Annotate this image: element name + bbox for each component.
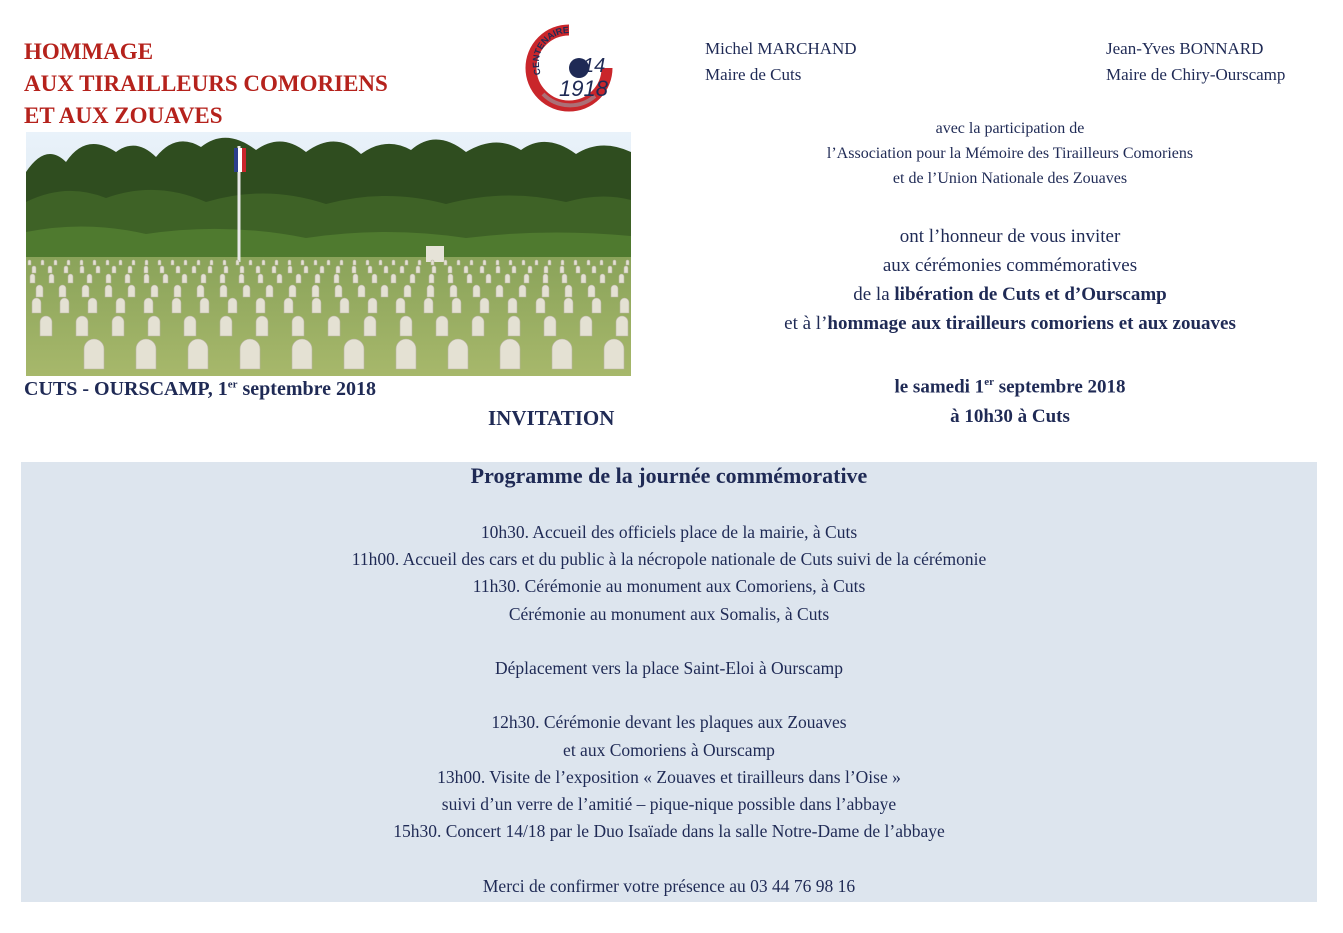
date-post: septembre 2018 — [993, 376, 1126, 398]
program-line: Merci de confirmer votre présence au 03 44 76 98 16 — [482, 875, 856, 896]
mayor-cuts — [705, 36, 857, 88]
caption-sup: er — [227, 378, 238, 391]
invite-line-3-bold: libération de Cuts et d’Ourscamp — [894, 284, 1167, 305]
invite-line-4 — [700, 309, 1320, 338]
program-list — [21, 519, 1317, 900]
program-line: 11h00. Accueil des cars et du public à la nécropole nationale de Cuts suivi de la cérémonie — [351, 549, 987, 570]
participation-block — [700, 116, 1320, 191]
logo-years-bottom: 1918 — [559, 76, 608, 101]
program-line: 12h30. Cérémonie devant les plaques aux Zouaves — [491, 712, 847, 733]
program-spacer — [21, 682, 1317, 709]
invite-block — [700, 222, 1320, 338]
logo-arc-text: CENTENAIRE — [530, 24, 570, 77]
program-line: 11h30. Cérémonie au monument aux Comoriens, à Cuts — [472, 576, 866, 597]
mayor-role: Maire de Cuts — [705, 65, 802, 84]
invite-line-1: ont l’honneur de vous inviter — [899, 226, 1121, 247]
caption-place-date — [24, 378, 376, 401]
mayor-role: Maire de Chiry-Ourscamp — [1106, 65, 1286, 84]
date-line-2: à 10h30 à Cuts — [950, 406, 1070, 428]
program-line: 15h30. Concert 14/18 par le Duo Isaïade dans la salle Notre-Dame de l’abbaye — [393, 821, 945, 842]
logo-years-top: 14 — [583, 55, 606, 77]
centenary-logo — [523, 22, 615, 114]
cemetery-photo — [26, 132, 631, 376]
date-pre: le samedi 1 — [894, 376, 985, 398]
participation-line: avec la participation de — [935, 120, 1085, 137]
program-box — [21, 462, 1317, 902]
title-line-2: AUX TIRAILLEURS COMORIENS — [24, 71, 388, 96]
participation-line: l’Association pour la Mémoire des Tirailleurs Comoriens — [826, 145, 1194, 162]
centenary-logo-icon — [523, 22, 615, 114]
title-line-1: HOMMAGE — [24, 39, 154, 64]
program-line: 10h30. Accueil des officiels place de la mairie, à Cuts — [480, 522, 858, 542]
invite-line-3 — [700, 280, 1320, 309]
title-line-3: ET AUX ZOUAVES — [24, 103, 223, 128]
event-date — [700, 367, 1320, 432]
invite-line-4-bold: hommage aux tirailleurs comoriens et aux zouaves — [827, 313, 1236, 334]
program-title: Programme de la journée commémorative — [470, 463, 868, 488]
mayor-name: Michel MARCHAND — [705, 39, 857, 58]
cemetery-photo-image — [26, 132, 631, 376]
program-spacer — [21, 845, 1317, 872]
mayor-chiry-ourscamp — [1106, 36, 1285, 88]
invite-line-2: aux cérémonies commémoratives — [882, 255, 1138, 276]
program-line: et aux Comoriens à Ourscamp — [563, 739, 775, 760]
program-line: suivi d’un verre de l’amitié – pique-nique possible dans l’abbaye — [441, 794, 897, 814]
program-spacer — [21, 628, 1317, 655]
invitation-label: INVITATION — [488, 406, 615, 430]
program-line: 13h00. Visite de l’exposition « Zouaves et tirailleurs dans l’Oise » — [437, 766, 901, 787]
caption-place: CUTS - OURSCAMP, 1 — [24, 378, 228, 400]
caption-date: septembre 2018 — [237, 378, 376, 400]
mayor-name: Jean-Yves BONNARD — [1106, 39, 1264, 58]
invite-line-4-pre: et à l’ — [784, 313, 828, 334]
participation-line: et de l’Union Nationale des Zouaves — [892, 170, 1128, 187]
date-sup: er — [984, 376, 994, 388]
program-line: Déplacement vers la place Saint-Eloi à Ourscamp — [495, 658, 843, 678]
event-title — [24, 36, 388, 132]
invite-line-3-pre: de la — [853, 284, 895, 305]
date-line-1 — [700, 367, 1320, 402]
program-line: Cérémonie au monument aux Somalis, à Cuts — [508, 603, 830, 624]
